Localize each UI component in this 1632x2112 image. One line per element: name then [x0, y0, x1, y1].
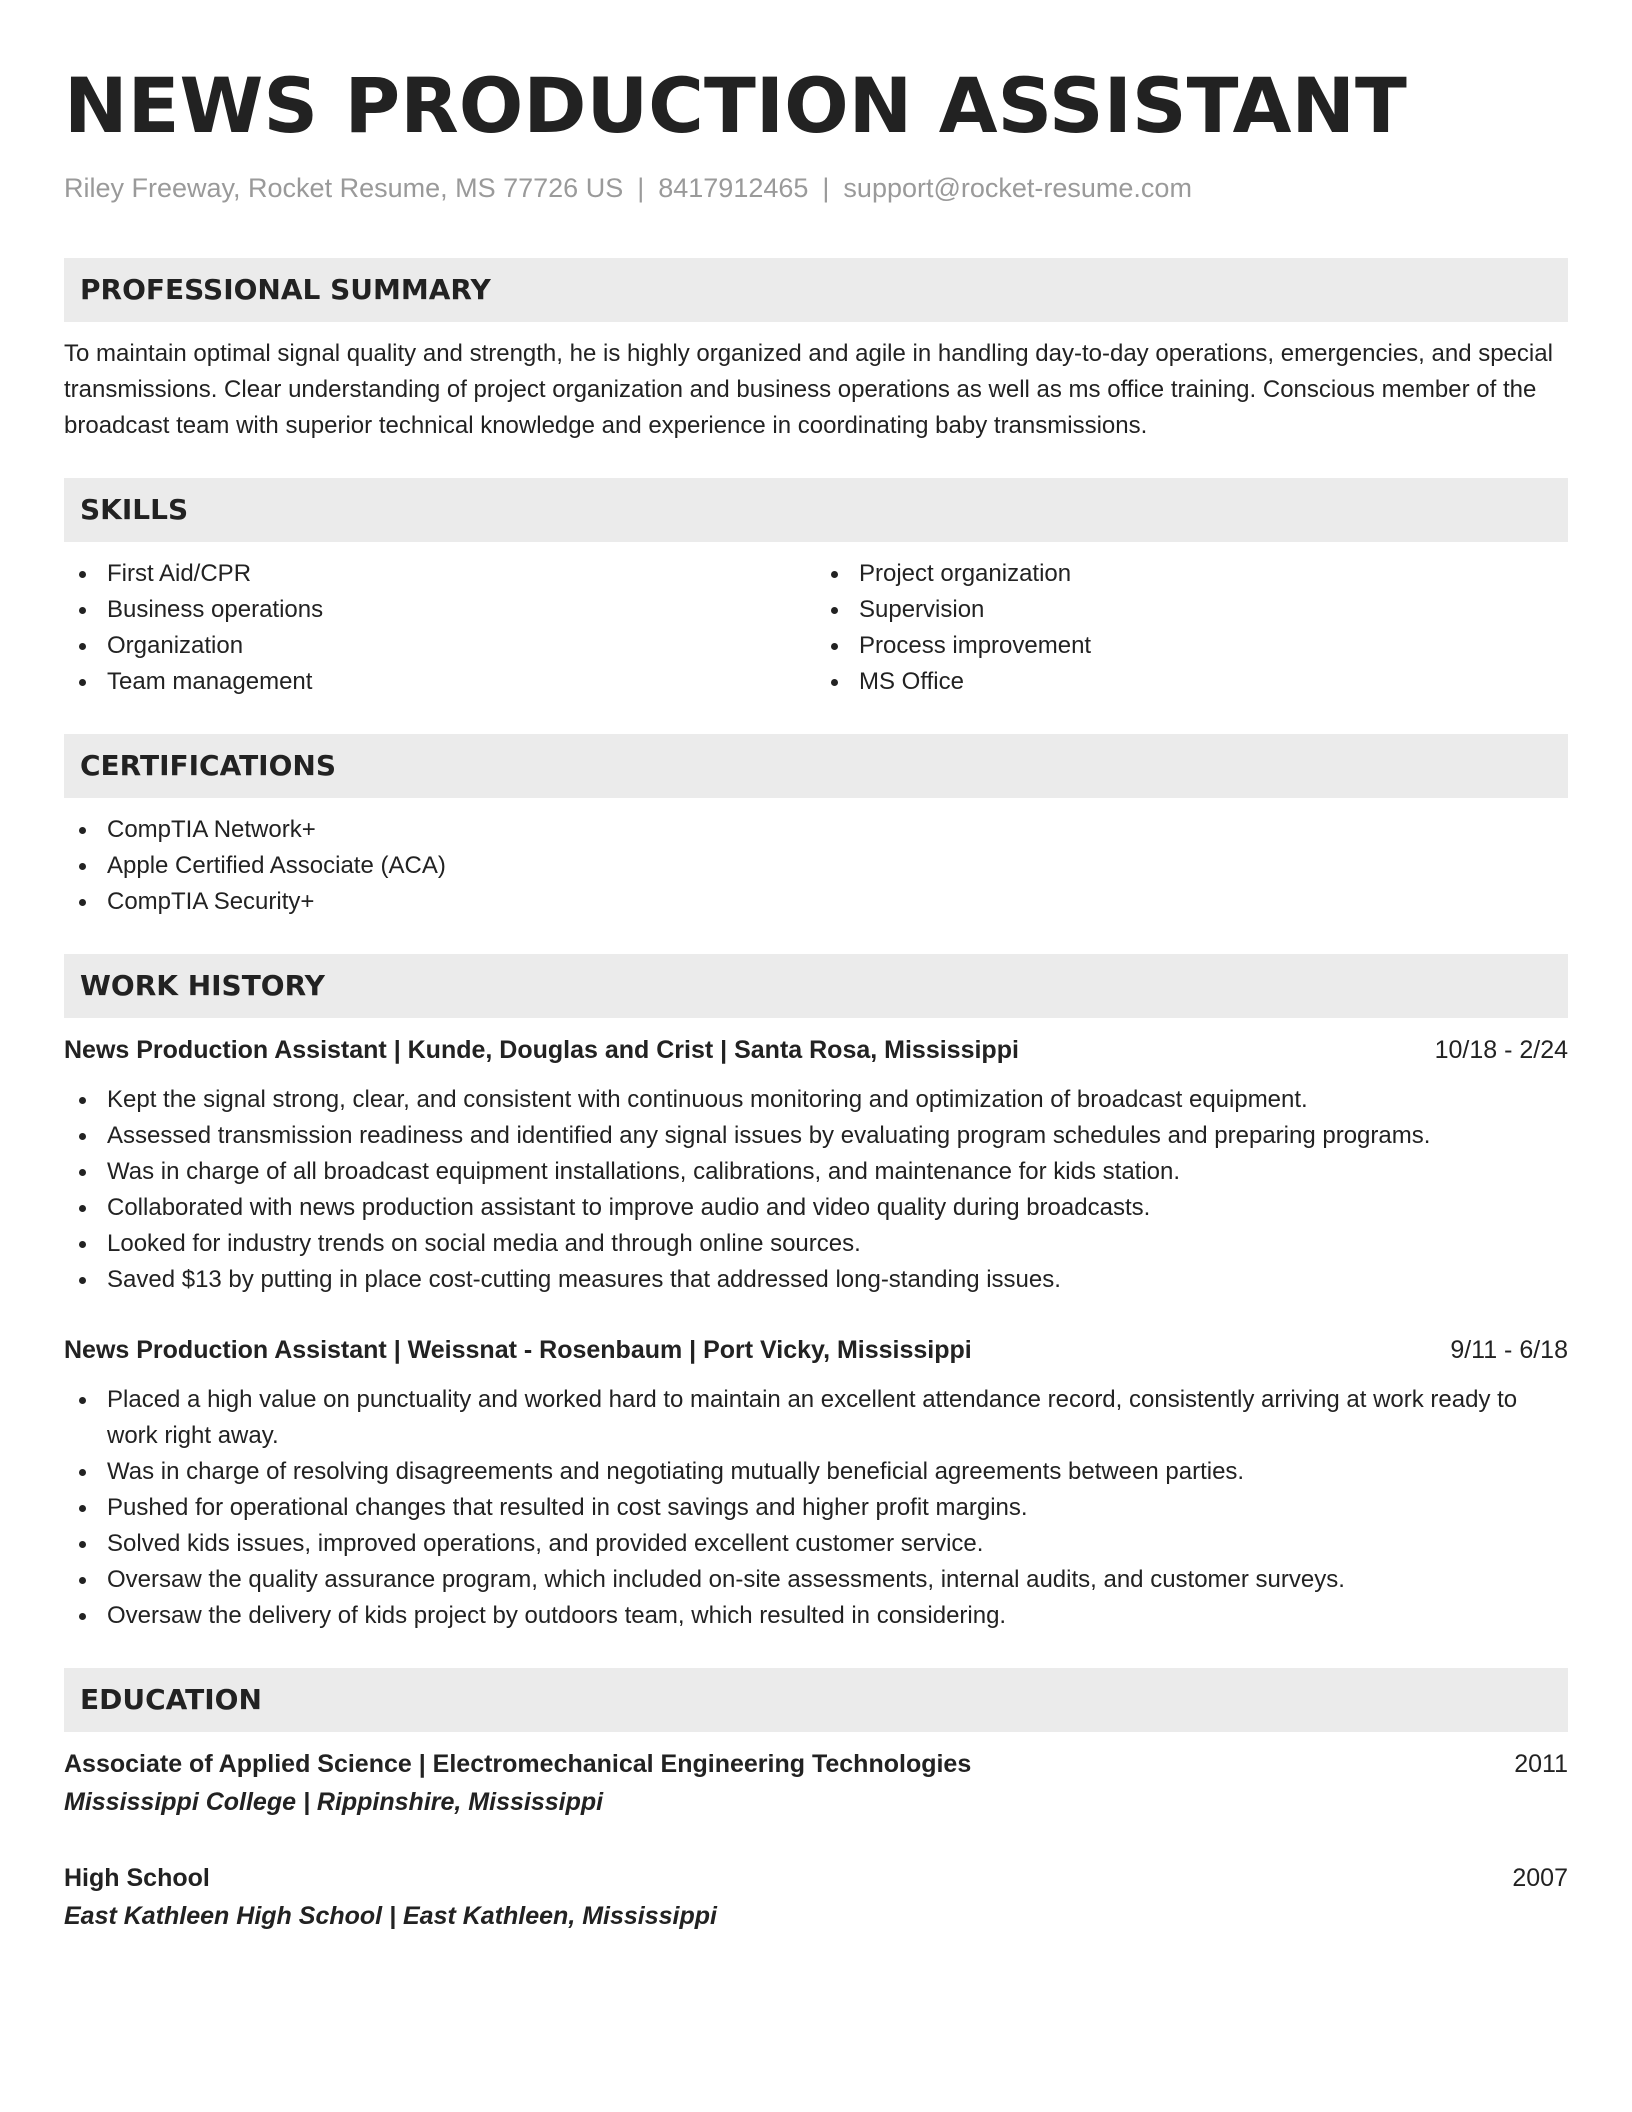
- resume-name-title: NEWS PRODUCTION ASSISTANT: [64, 61, 1407, 150]
- skill-item: Team management: [64, 664, 816, 700]
- skill-item: Business operations: [64, 592, 816, 628]
- job-duties-list: [64, 1382, 1568, 1634]
- certifications-heading: CERTIFICATIONS: [64, 734, 1568, 798]
- job-duty-item: Oversaw the quality assurance program, which included on-site assessments, internal audits, and customer surveys.: [64, 1562, 1568, 1598]
- skill-item: Organization: [64, 628, 816, 664]
- skills-column-right: [816, 556, 1568, 700]
- education-year: 2007: [1512, 1864, 1568, 1892]
- certifications-list: [64, 812, 1568, 920]
- job-duty-item: Was in charge of resolving disagreements and negotiating mutually beneficial agreements between parties.: [64, 1454, 1568, 1490]
- certification-item: CompTIA Network+: [64, 812, 1568, 848]
- certification-item: CompTIA Security+: [64, 884, 1568, 920]
- education-header: [64, 1746, 1568, 1782]
- skills-column-left: [64, 556, 816, 700]
- skill-item: MS Office: [816, 664, 1568, 700]
- job-dates: 9/11 - 6/18: [1450, 1336, 1568, 1364]
- work-history-heading: WORK HISTORY: [64, 954, 1568, 1018]
- job-duty-item: Placed a high value on punctuality and worked hard to maintain an excellent attendance record, consistently arriving at work ready to work right away.: [64, 1382, 1568, 1454]
- job-title: News Production Assistant | Weissnat - Rosenbaum | Port Vicky, Mississippi: [64, 1336, 972, 1364]
- certification-item: Apple Certified Associate (ACA): [64, 848, 1568, 884]
- job-duty-item: Pushed for operational changes that resulted in cost savings and higher profit margins.: [64, 1490, 1568, 1526]
- job-duty-item: Was in charge of all broadcast equipment installations, calibrations, and maintenance for kids station.: [64, 1154, 1568, 1190]
- skills-heading: SKILLS: [64, 478, 1568, 542]
- summary-heading: PROFESSIONAL SUMMARY: [64, 258, 1568, 322]
- job-duty-item: Assessed transmission readiness and identified any signal issues by evaluating program schedules and preparing programs.: [64, 1118, 1568, 1154]
- summary-text: To maintain optimal signal quality and strength, he is highly organized and agile in handling day-to-day operations, emergencies, and special transmissions. Clear understanding of project organization and business operations as well as ms office training. Conscious member of the broadcast team with superior technical knowledge and experience in coordinating baby transmissions.: [64, 340, 1553, 439]
- job-header: [64, 1332, 1568, 1368]
- education-school: East Kathleen High School | East Kathleen, Mississippi: [64, 1902, 717, 1930]
- education-entry: [64, 1746, 1568, 1822]
- education-degree: High School: [64, 1864, 210, 1892]
- job-duty-item: Saved $13 by putting in place cost-cutting measures that addressed long-standing issues.: [64, 1262, 1568, 1298]
- education-header: [64, 1860, 1568, 1896]
- job-duty-item: Looked for industry trends on social media and through online sources.: [64, 1226, 1568, 1262]
- job-duties-list: [64, 1082, 1568, 1298]
- contact-line: [64, 168, 1568, 208]
- skill-item: Process improvement: [816, 628, 1568, 664]
- skill-item: Project organization: [816, 556, 1568, 592]
- job-title: News Production Assistant | Kunde, Douglas and Crist | Santa Rosa, Mississippi: [64, 1036, 1019, 1064]
- skill-item: First Aid/CPR: [64, 556, 816, 592]
- contact-phone: 8417912465: [658, 173, 809, 203]
- job-duty-item: Oversaw the delivery of kids project by outdoors team, which resulted in considering.: [64, 1598, 1568, 1634]
- job-header: [64, 1032, 1568, 1068]
- job-dates: 10/18 - 2/24: [1434, 1036, 1568, 1064]
- contact-separator: |: [822, 173, 830, 203]
- education-school: Mississippi College | Rippinshire, Mississippi: [64, 1788, 604, 1816]
- education-heading: EDUCATION: [64, 1668, 1568, 1732]
- skill-item: Supervision: [816, 592, 1568, 628]
- job-duty-item: Kept the signal strong, clear, and consistent with continuous monitoring and optimization of broadcast equipment.: [64, 1082, 1568, 1118]
- job-duty-item: Collaborated with news production assistant to improve audio and video quality during broadcasts.: [64, 1190, 1568, 1226]
- contact-address: Riley Freeway, Rocket Resume, MS 77726 US: [64, 173, 624, 203]
- job-duty-item: Solved kids issues, improved operations, and provided excellent customer service.: [64, 1526, 1568, 1562]
- education-degree: Associate of Applied Science | Electromechanical Engineering Technologies: [64, 1750, 972, 1778]
- contact-separator: |: [637, 173, 645, 203]
- education-year: 2011: [1514, 1750, 1568, 1778]
- job-entry: [64, 1032, 1568, 1298]
- contact-email: support@rocket-resume.com: [843, 173, 1192, 203]
- job-entry: [64, 1332, 1568, 1634]
- education-entry: [64, 1860, 1568, 1936]
- skills-list: [64, 556, 1568, 700]
